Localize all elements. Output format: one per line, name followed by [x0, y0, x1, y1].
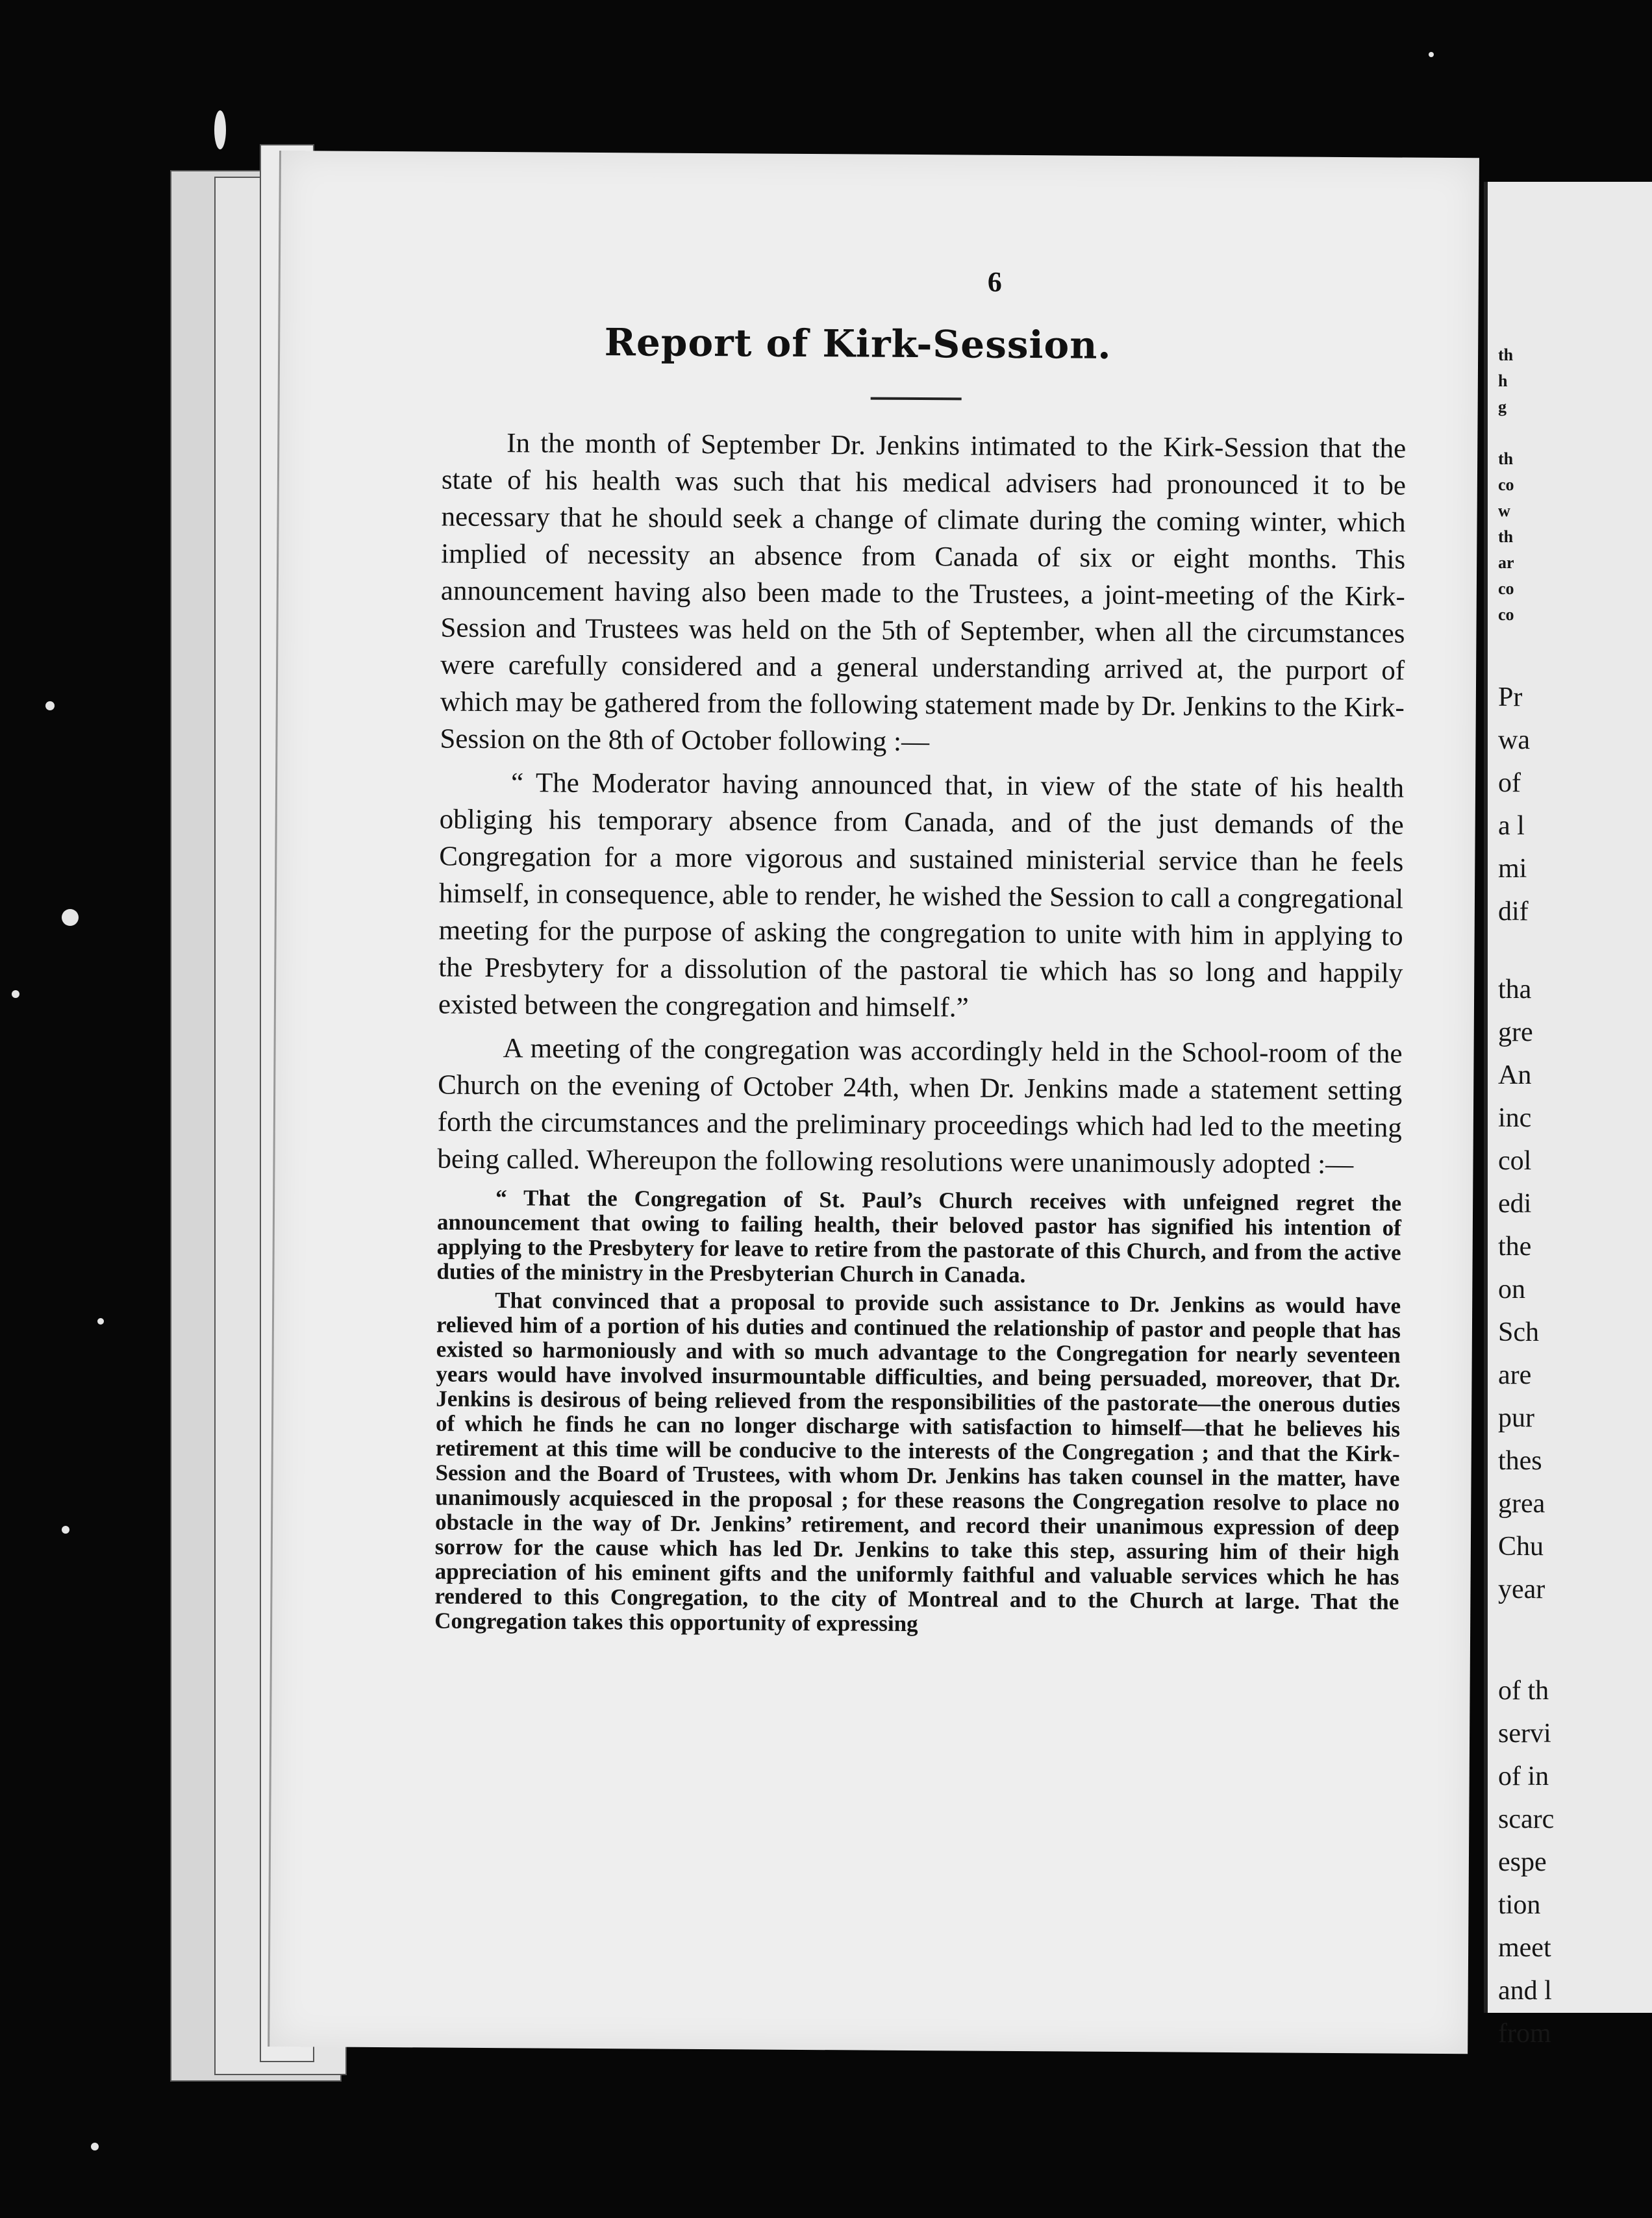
dust-speck	[12, 990, 19, 998]
facing-page-fragment: An	[1498, 1060, 1532, 1090]
facing-page-fragment: of th	[1498, 1676, 1549, 1706]
facing-page-fragment: tion	[1498, 1890, 1541, 1920]
facing-page-fragment: dif	[1498, 897, 1529, 927]
facing-page-fragment: g	[1498, 397, 1507, 416]
facing-page-fragment: on	[1498, 1275, 1525, 1304]
dust-speck	[1429, 52, 1434, 57]
facing-page-fragment: Chu	[1498, 1532, 1544, 1562]
facing-page-fragment: co	[1498, 579, 1514, 598]
facing-page	[1484, 182, 1652, 2049]
facing-page-fragment: servi	[1498, 1719, 1551, 1749]
facing-page-fragment: year	[1498, 1575, 1546, 1604]
facing-page-fragment: th	[1498, 345, 1514, 364]
resolution: That convinced that a proposal to provide such assistance to Dr. Jenkins as would have relieved him of a portion of his duties and continued the relationship of pastor and people that has existed so harmoniously and with so much advantage to the Congregation for nearly seventeen years would have involved insurmountable difficulties, and being persuaded, moreover, that Dr. Jenkins is desirous of being relieved from the responsibilities of the pastorate—the onerous duties of which he finds he can no longer discharge with satisfaction to himself—that he believes his retirement at this time will be conducive to the interests of the Congregation ; and that the Kirk-Session and the Board of Trustees, with whom Dr. Jenkins has taken counsel in the matter, have unanimously acquiesced in the proposal ; for these reasons the Congregation resolve to place no obstacle in the way of Dr. Jenkins’ retirement, and record their unanimous expression of deep sorrow for the cause which has led Dr. Jenkins to take this step, assuring him of their high appreciation of his eminent gifts and the uniformly faithful and valuable services which he has rendered to this Congregation, to the city of Montreal and to the Church at large. That the Congregation takes this opportunity of expressing	[434, 1288, 1401, 1637]
document-page	[268, 151, 1479, 2054]
facing-page-fragment: gre	[1498, 1017, 1533, 1047]
dust-speck	[62, 1526, 69, 1534]
facing-page-fragment: mi	[1498, 854, 1527, 884]
paragraph: In the month of September Dr. Jenkins intimated to the Kirk-Session that the state of his health was such that his medical advisers had pronounced it to be necessary that he should seek a change of climate during the coming winter, which implied of necessity an absence from Canada of six or eight months. This announcement having also been made to the Trustees, a joint-meeting of the Kirk-Session and Trustees was held on the 5th of September, when all the circumstances were carefully considered and a general understanding arrived at, the purport of which may be gathered from the following statement made by Dr. Jenkins to the Kirk-Session on the 8th of October following :—	[440, 428, 1407, 758]
facing-page-fragment: wa	[1498, 725, 1530, 755]
facing-page-fragment: of in	[1498, 1762, 1549, 1791]
paragraph: A meeting of the congregation was accordingly held in the School-room of the Church on the evening of October 24th, when Dr. Jenkins made a statement setting forth the circumstances and the preliminary proceedings which had led to the meeting being called. Whereupon the following resolutions were unanimously adopted :—	[437, 1033, 1403, 1180]
dust-speck	[62, 909, 79, 926]
facing-page-fragment: a l	[1498, 811, 1525, 841]
facing-page-fragment: espe	[1498, 1847, 1547, 1877]
dust-speck	[97, 1318, 104, 1325]
facing-page-fragment: th	[1498, 449, 1514, 468]
facing-page-fragment: thes	[1498, 1446, 1542, 1476]
facing-page-fragment: Pr	[1498, 682, 1523, 712]
facing-page-fragment: edi	[1498, 1189, 1532, 1219]
facing-page-fragment: pur	[1498, 1403, 1534, 1433]
facing-page-fragment: th	[1498, 527, 1514, 546]
facing-page-fragment: from	[1498, 2019, 1551, 2049]
moderator-quote: “ The Moderator having announced that, in view of the state of his health obliging his temporary absence from Canada, and of the just demands of the Congregation for a more vigorous and sustained ministerial service than he feels himself, in consequence, able to render, he wished the Session to call a congregational meeting for the purpose of asking the congregation to unite with him in applying to the Presbytery for a dissolution of the pastoral tie which has so long and happily existed between the congregation and himself.”	[438, 767, 1405, 1023]
page-heading: Report of Kirk-Session.	[604, 320, 1112, 368]
facing-page-fragment: inc	[1498, 1103, 1532, 1133]
facing-page-fragment: are	[1498, 1360, 1532, 1390]
heading-rule	[871, 397, 962, 401]
dust-speck	[214, 110, 226, 149]
body-text	[434, 425, 1406, 1643]
dust-speck	[45, 701, 55, 710]
facing-page-fragment: meet	[1498, 1933, 1551, 1963]
facing-page-fragment: tha	[1498, 975, 1532, 1004]
facing-page-fragment: the	[1498, 1232, 1532, 1262]
facing-page-fragment: co	[1498, 605, 1514, 624]
facing-page-fragment: w	[1498, 501, 1510, 520]
facing-page-fragment: Sch	[1498, 1317, 1539, 1347]
facing-page-fragment: scarc	[1498, 1804, 1555, 1834]
dust-speck	[91, 2143, 99, 2150]
page-number: 6	[987, 266, 1002, 298]
facing-page-fragment: co	[1498, 475, 1514, 494]
facing-page-fragment: and l	[1498, 1976, 1552, 2006]
resolution: “ That the Congregation of St. Paul’s Church receives with unfeigned regret the announcement that owing to failing health, their beloved pastor has signified his intention of applying to the Presbytery for leave to retire from the pastorate of this Church, and from the active duties of the ministry in the Presbyterian Church in Canada.	[436, 1185, 1402, 1288]
facing-page-fragment: grea	[1498, 1489, 1546, 1519]
facing-page-fragment: of	[1498, 768, 1521, 798]
facing-page-fragment: col	[1498, 1146, 1532, 1176]
facing-page-fragment: h	[1498, 371, 1508, 390]
facing-page-fragment: ar	[1498, 553, 1514, 572]
